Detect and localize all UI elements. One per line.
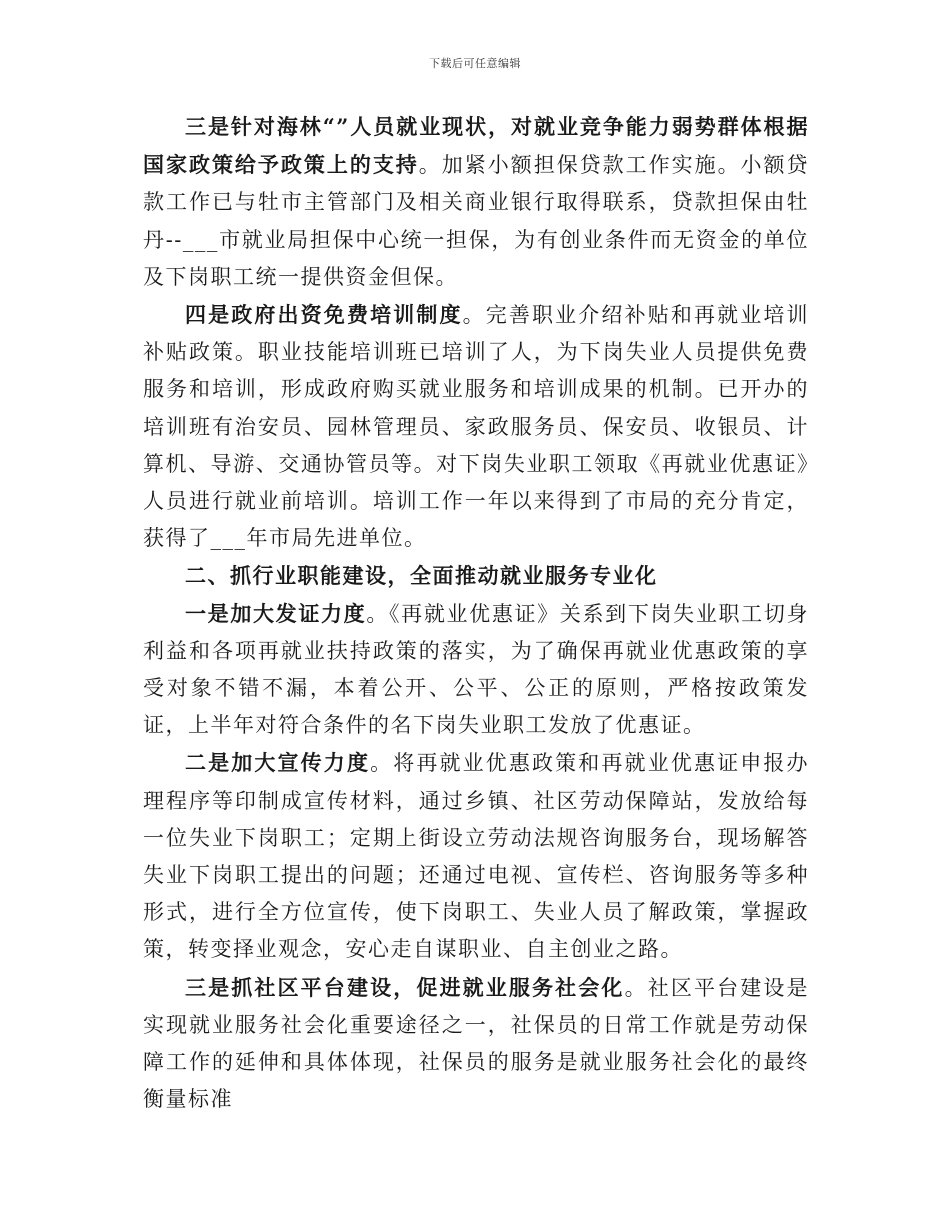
paragraph-text: 。社区平台建设是实现就业服务社会化重要途径之一，社保员的日常工作就是劳动保障工作的延伸和具体体现，社保员的服务是就业服务社会化的最终衡量标准 [143,975,810,1112]
page-header: 下载后可任意编辑 [429,57,521,70]
paragraph-text: 。将再就业优惠政策和再就业优惠证申报办理程序等印制成宣传材料，通过乡镇、社区劳动保障站，发放给每一位失业下岗职工；定期上街设立劳动法规咨询服务台，现场解答失业下岗职工提出的问题；还通过电视、宣传栏、咨询服务等多种形式，进行全方位宣传，使下岗职工、失业人员了解政策，掌握政策，转变择业观念，安心走自谋职业、自主创业之路。 [143,751,809,962]
paragraph-certificates [143,595,809,745]
paragraph-free-training [143,296,809,557]
paragraph-publicity [143,744,809,968]
paragraph-lead: 三是抓社区平台建设，促进就业服务社会化 [185,974,625,1000]
paragraph-lead: 四是政府出资免费培训制度 [185,302,463,328]
paragraph-lead: 一是加大发证力度 [185,600,367,626]
paragraph-community-platform [143,969,809,1119]
document-body [143,108,809,1118]
paragraph-text: 。《再就业优惠证》关系到下岗失业职工切身利益和各项再就业扶持政策的落实，为了确保再就业优惠政策的享受对象不错不漏，本着公开、公平、公正的原则，严格按政策发证，上半年对符合条件的名下岗失业职工发放了优惠证。 [143,601,810,738]
paragraph-text: 。完善职业介绍补贴和再就业培训补贴政策。职业技能培训班已培训了人，为下岗失业人员提供免费服务和培训，形成政府购买就业服务和培训成果的机制。已开办的培训班有治安员、园林管理员、家政服务员、保安员、收银员、计算机、导游、交通协管员等。对下岗失业职工领取《再就业优惠证》人员进行就业前培训。培训工作一年以来得到了市局的充分肯定，获得了___年市局先进单位。 [143,303,810,551]
paragraph-lead: 二是加大宣传力度 [185,750,371,776]
paragraph-lead: 三是针对海林“”人员就业现状，对就业竞争能力弱势群体根据国家政策给予政策上的支持 [143,114,809,178]
paragraph-text: 。加紧小额担保贷款工作实施。小额贷款工作已与牡市主管部门及相关商业银行取得联系，贷款担保由牡丹--___市就业局担保中心统一担保，为有创业条件而无资金的单位及下岗职工统一提供资金但保。 [143,153,810,289]
section-heading: 二、抓行业职能建设，全面推动就业服务专业化 [185,563,658,589]
paragraph-support-policy [143,108,809,296]
